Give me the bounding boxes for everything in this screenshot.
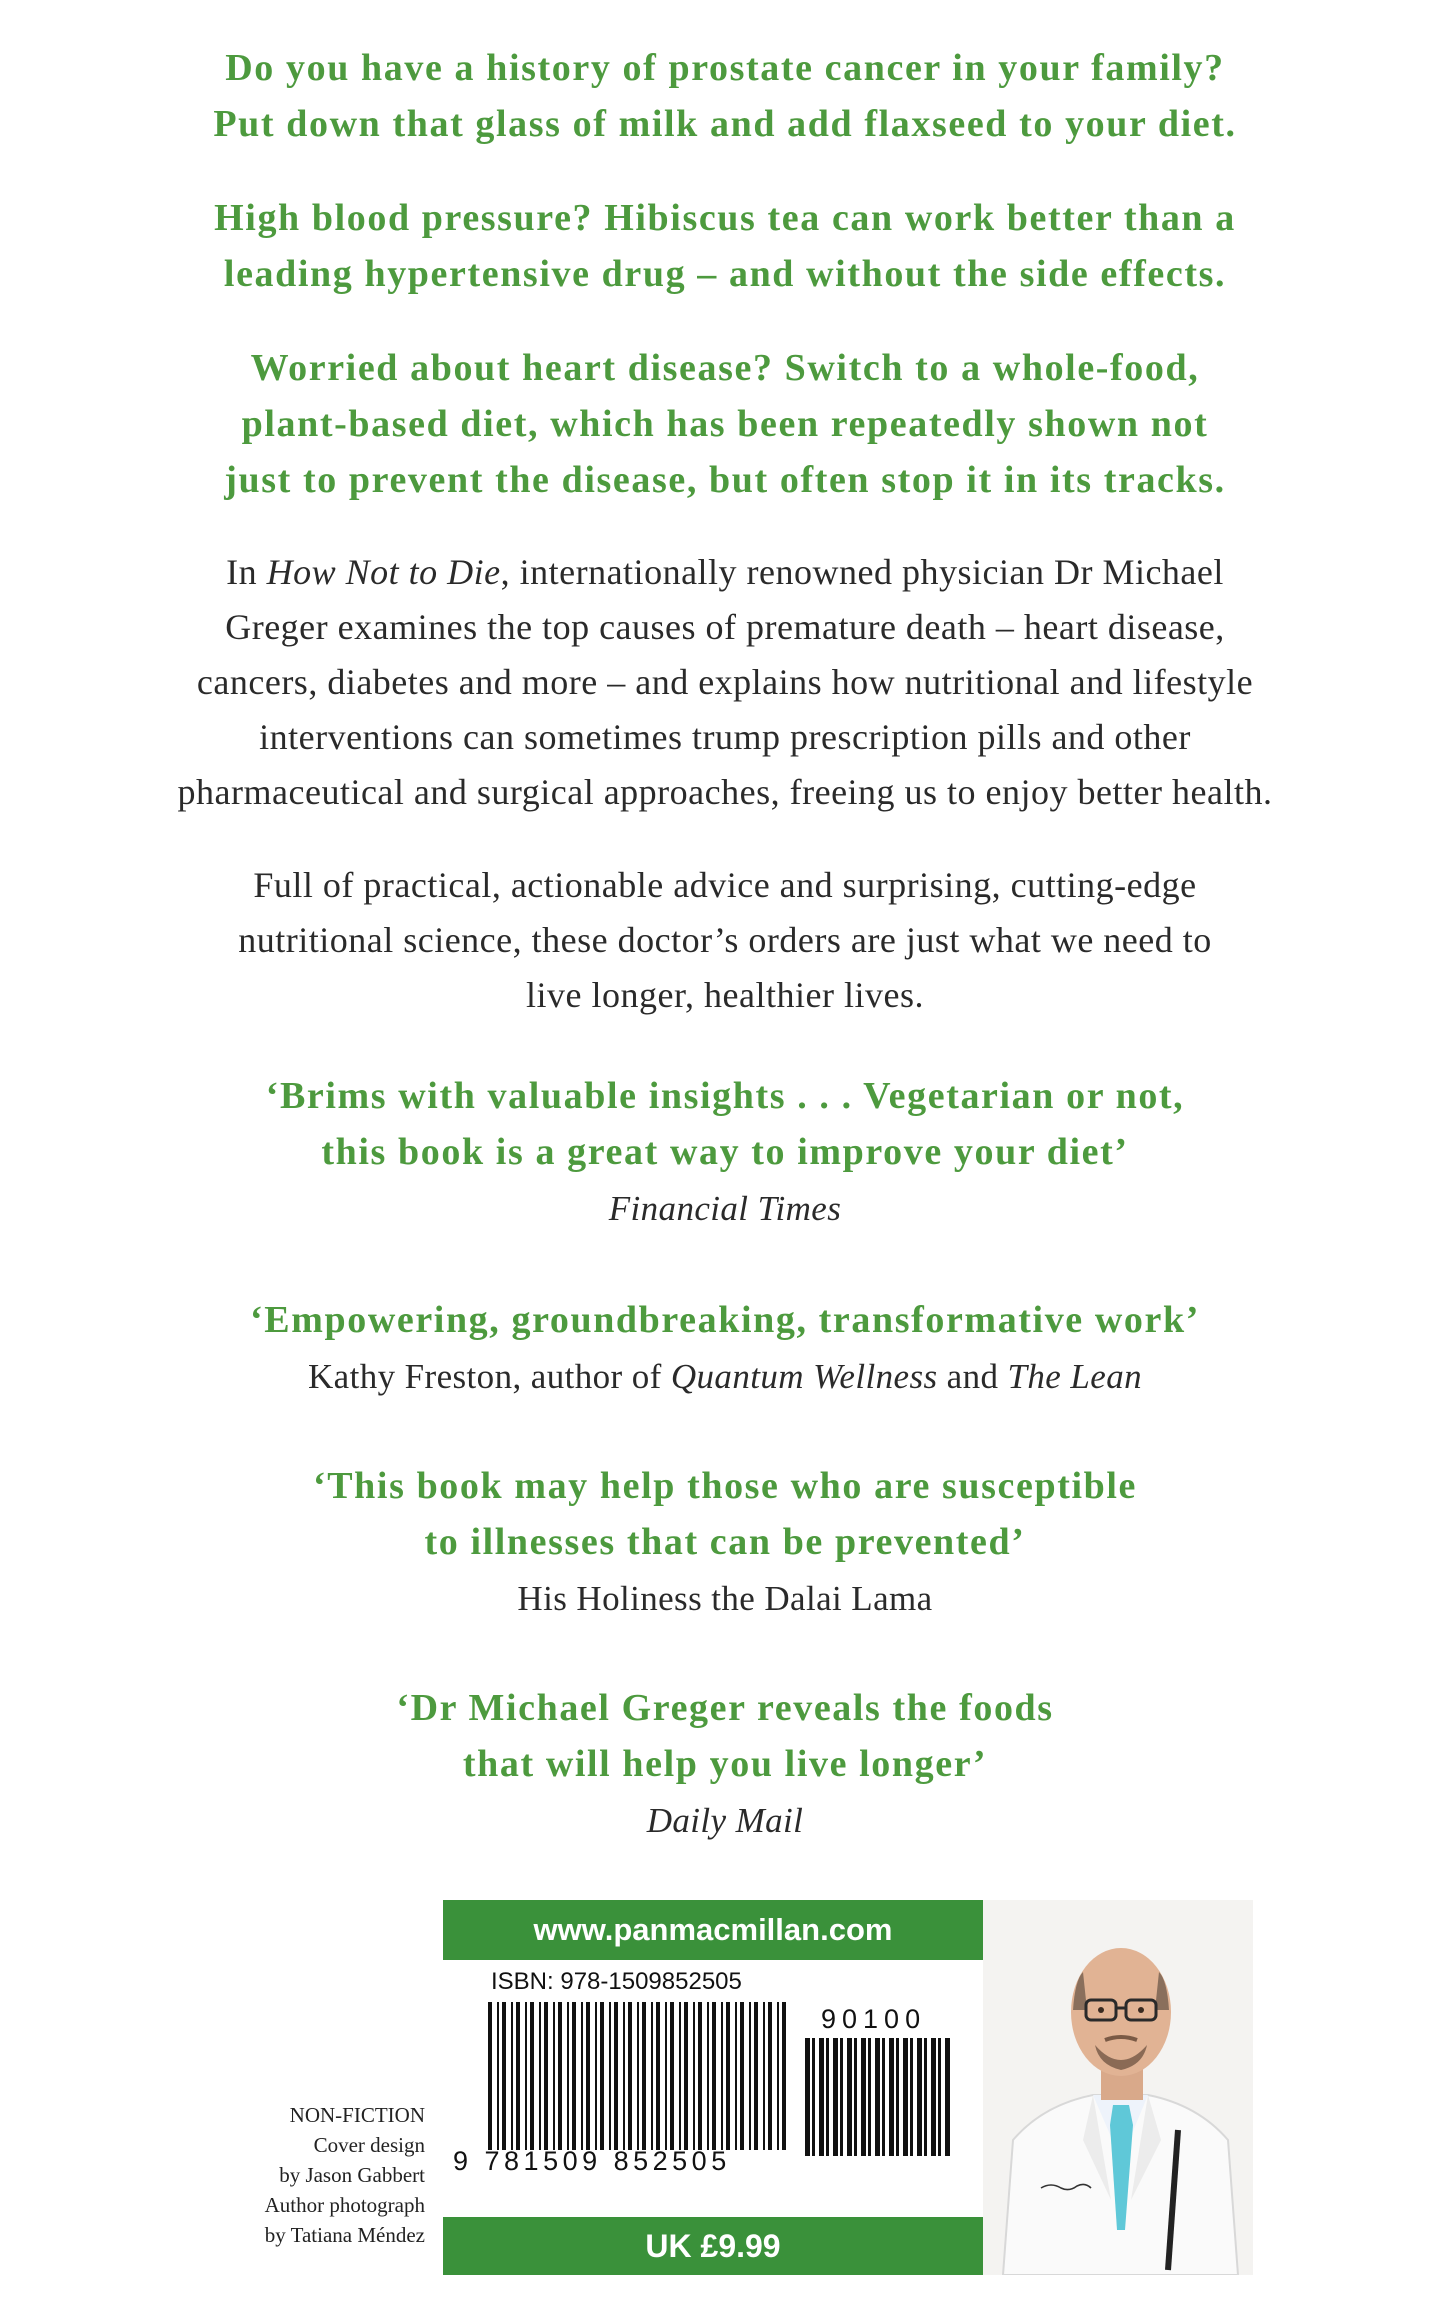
intro-line: Worried about heart disease? Switch to a whole-food, (250, 347, 1200, 389)
barcode-bar (623, 2002, 625, 2150)
quote-source: Financial Times (608, 1189, 842, 1228)
publisher-url[interactable]: www.panmacmillan.com (443, 1900, 983, 1960)
barcode-bar (882, 2038, 885, 2156)
barcode-bar (840, 2038, 843, 2156)
barcode-bar (516, 2002, 520, 2150)
barcode-bar (910, 2038, 913, 2156)
barcode-bar (854, 2038, 857, 2156)
quote-text (30, 1292, 1420, 1348)
barcode-bar (544, 2002, 548, 2150)
quote-line: that will help you live longer’ (462, 1743, 988, 1785)
author-photograph (983, 1900, 1253, 2275)
barcode-bar (684, 2002, 688, 2150)
barcode-bar (712, 2002, 716, 2150)
barcode-bar (896, 2038, 899, 2156)
intro-line: Do you have a history of prostate cancer in your family? (225, 47, 1225, 89)
quote-source-book: The Lean (1007, 1357, 1142, 1396)
barcode-bar (805, 2038, 810, 2156)
barcode-bar (768, 2002, 772, 2150)
description-paragraph-2 (30, 858, 1420, 1023)
description-text: , internationally renowned physician Dr Michael (500, 552, 1224, 592)
description-line: Greger examines the top causes of premature death – heart disease, (225, 607, 1225, 647)
intro-paragraph-2 (30, 190, 1420, 302)
barcode-bar (875, 2038, 880, 2156)
credit-line: by Tatiana Méndez (264, 2223, 425, 2247)
barcode-bar (763, 2002, 765, 2150)
barcode-bar (707, 2002, 709, 2150)
barcode-bar (539, 2002, 541, 2150)
barcode-bar (502, 2002, 506, 2150)
barcode-bar (670, 2002, 674, 2150)
quote-text (30, 1680, 1420, 1792)
intro-line: plant-based diet, which has been repeatedly shown not (241, 403, 1209, 445)
barcode-bar (488, 2002, 492, 2150)
barcode-bar (868, 2038, 871, 2156)
barcode-bar (586, 2002, 590, 2150)
barcode-bar (749, 2002, 751, 2150)
quote-source (30, 1348, 1420, 1406)
credit-line: Author photograph (264, 2193, 425, 2217)
quote-source-text: Kathy Freston, author of (308, 1357, 671, 1396)
barcode-bar (931, 2038, 936, 2156)
barcode-bar (693, 2002, 695, 2150)
barcode-bar (581, 2002, 583, 2150)
barcode-bar (889, 2038, 894, 2156)
description-line: interventions can sometimes trump prescription pills and other (259, 717, 1191, 757)
barcode-bar (530, 2002, 534, 2150)
intro-line: Put down that glass of milk and add flaxseed to your diet. (213, 103, 1237, 145)
quote-line: ‘This book may help those who are susceptible (312, 1465, 1137, 1507)
quote-source-text: and (937, 1357, 1008, 1396)
genre-label: NON-FICTION (289, 2103, 425, 2127)
barcode-bar (656, 2002, 660, 2150)
quote-source-book: Quantum Wellness (670, 1357, 938, 1396)
quote-line: to illnesses that can be prevented’ (424, 1521, 1026, 1563)
intro-paragraph-3 (30, 340, 1420, 508)
description-paragraph-1 (30, 545, 1420, 820)
quote-text (30, 1458, 1420, 1570)
barcode-bar (614, 2002, 618, 2150)
description-line: Full of practical, actionable advice and surprising, cutting-edge (253, 865, 1197, 905)
barcode-bar (572, 2002, 576, 2150)
barcode-bar (651, 2002, 653, 2150)
barcode-bar (735, 2002, 737, 2150)
intro-line: just to prevent the disease, but often stop it in its tracks. (224, 459, 1226, 501)
barcode-bar (833, 2038, 838, 2156)
barcode-bar (754, 2002, 758, 2150)
quote-text (30, 1068, 1420, 1180)
quote-line: ‘Dr Michael Greger reveals the foods (396, 1687, 1054, 1729)
review-quote-financial-times (30, 1068, 1420, 1238)
barcode-bar (642, 2002, 646, 2150)
barcode-bar (938, 2038, 941, 2156)
ean-barcode (488, 2002, 788, 2150)
barcode-bar (679, 2002, 681, 2150)
addon-barcode (805, 2038, 955, 2156)
barcode-bar (497, 2002, 499, 2150)
review-quote-kathy-freston (30, 1292, 1420, 1406)
quote-source: Daily Mail (646, 1801, 804, 1840)
barcode-bar (600, 2002, 604, 2150)
barcode-bar (698, 2002, 702, 2150)
barcode-bar (567, 2002, 569, 2150)
barcode-bar (525, 2002, 527, 2150)
quote-source: His Holiness the Dalai Lama (517, 1579, 933, 1618)
barcode-bar (595, 2002, 597, 2150)
price-label: UK £9.99 (443, 2217, 983, 2275)
barcode-bar (861, 2038, 866, 2156)
description-line: nutritional science, these doctor’s orders are just what we need to (238, 920, 1212, 960)
barcode-bar (903, 2038, 908, 2156)
quote-line: ‘Empowering, groundbreaking, transformative work’ (250, 1299, 1200, 1341)
barcode-bar (726, 2002, 730, 2150)
review-quote-dalai-lama (30, 1458, 1420, 1628)
credit-line: by Jason Gabbert (279, 2163, 425, 2187)
intro-line: leading hypertensive drug – and without the side effects. (223, 253, 1227, 295)
quote-line: ‘Brims with valuable insights . . . Vegetarian or not, (265, 1075, 1185, 1117)
quote-line: this book is a great way to improve your diet’ (321, 1131, 1129, 1173)
credit-line: Cover design (313, 2133, 425, 2157)
intro-paragraph-1 (30, 40, 1420, 152)
description-line: cancers, diabetes and more – and explains how nutritional and lifestyle (196, 662, 1254, 702)
barcode-bar (782, 2002, 786, 2150)
barcode-bar (558, 2002, 562, 2150)
barcode-bar (819, 2038, 824, 2156)
review-quote-daily-mail (30, 1680, 1420, 1850)
barcode-bar (665, 2002, 667, 2150)
price-addon-digits: 90100 (821, 2004, 927, 2034)
barcode-bar (924, 2038, 927, 2156)
barcode-bar (553, 2002, 555, 2150)
barcode-bar (637, 2002, 639, 2150)
cover-credits (170, 2100, 425, 2250)
barcode-bar (826, 2038, 829, 2156)
description-line: live longer, healthier lives. (526, 975, 924, 1015)
barcode-bar (628, 2002, 632, 2150)
barcode-bar (945, 2038, 950, 2156)
barcode-bar (721, 2002, 723, 2150)
barcode-bar (609, 2002, 611, 2150)
barcode-panel (443, 1900, 983, 2275)
intro-line: High blood pressure? Hibiscus tea can work better than a (214, 197, 1236, 239)
description-text: In (226, 552, 267, 592)
barcode-bar (777, 2002, 779, 2150)
barcode-bar (511, 2002, 513, 2150)
barcode-bar (812, 2038, 815, 2156)
description-line (30, 545, 1420, 600)
barcode-bar (847, 2038, 852, 2156)
barcode-bar (917, 2038, 922, 2156)
ean-digits: 9 781509 852505 (453, 2146, 731, 2176)
barcode-bar (740, 2002, 744, 2150)
description-line: pharmaceutical and surgical approaches, freeing us to enjoy better health. (177, 772, 1273, 812)
book-title: How Not to Die (266, 552, 501, 592)
isbn-label: ISBN: 978-1509852505 (491, 1968, 742, 1995)
